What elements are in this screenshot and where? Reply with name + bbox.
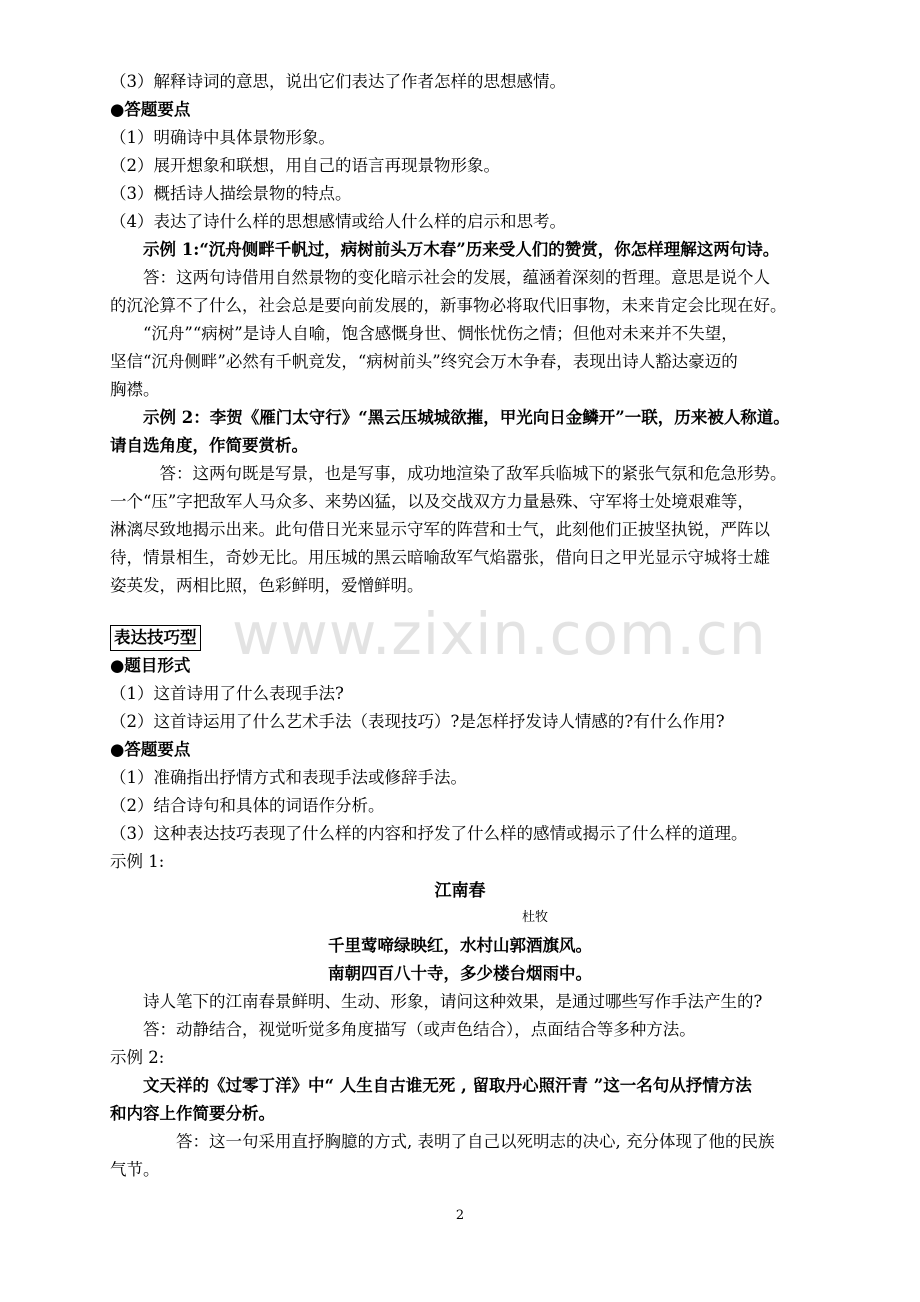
example-question: 和内容上作简要分析。 [110,1104,275,1123]
text-line: （1）这首诗用了什么表现手法? [110,684,344,703]
text-line: （1）准确指出抒情方式和表现手法或修辞手法。 [110,768,467,787]
text-line: （2）这首诗运用了什么艺术手法（表现技巧）?是怎样抒发诗人情感的?有什么作用? [110,712,725,731]
example-question: 诗人笔下的江南春景鲜明、生动、形象，请问这种效果，是通过哪些写作手法产生的? [110,992,763,1011]
text-line: （3）解释诗词的意思，说出它们表达了作者怎样的思想感情。 [110,72,566,91]
example-question: 文天祥的《过零丁洋》中“ 人生自古谁无死 , 留取丹心照汗青 ”这一名句从抒情方法 [110,1076,752,1095]
poem-line: 南朝四百八十寺，多少楼台烟雨中。 [328,964,592,983]
example-label: 示例 1: [110,852,165,871]
text-line: （2）展开想象和联想，用自己的语言再现景物形象。 [110,156,500,175]
answer-line: 的沉沦算不了什么，社会总是要向前发展的，新事物必将取代旧事物，未来肯定会比现在好。 [110,296,787,315]
answer-line: 答：这两句诗借用自然景物的变化暗示社会的发展，蕴涵着深刻的哲理。意思是说个人 [110,268,770,287]
text-line: （3）概括诗人描绘景物的特点。 [110,184,352,203]
example-question: 请自选角度，作简要赏析。 [110,436,308,455]
answer-line: 气节。 [110,1160,160,1179]
example-question: 示例 1:“沉舟侧畔千帆过，病树前头万木春”历来受人们的赞赏，你怎样理解这两句诗。 [110,240,780,259]
section-title-row [110,624,862,652]
bullet-heading: ●答题要点 [110,100,191,119]
text-line: （3）这种表达技巧表现了什么样的内容和抒发了什么样的感情或揭示了什么样的道理。 [110,824,748,843]
watermark: www.zixin.com.cn [232,600,767,668]
bullet-heading: ●题目形式 [110,656,191,675]
example-label: 示例 2: [110,1048,165,1067]
answer-line: 答：这两句既是写景，也是写事，成功地渲染了敌军兵临城下的紧张气氛和危急形势。 [110,464,787,483]
answer-line: 一个“压”字把敌军人马众多、来势凶猛，以及交战双方力量悬殊、守军将士处境艰难等， [110,492,754,511]
section-title: 表达技巧型 [110,625,201,651]
answer-line: 坚信“沉舟侧畔”必然有千帆竞发，“病树前头”终究会万木争春，表现出诗人豁达豪迈的 [110,352,738,371]
poem-title: 江南春 [434,881,486,901]
poem-author: 杜牧 [521,910,548,925]
answer-line: 答：这一句采用直抒胸臆的方式, 表明了自己以死明志的决心, 充分体现了他的民族 [110,1132,775,1151]
page-number: 2 [455,1208,465,1223]
answer-line: “沉舟”“病树”是诗人自喻，饱含感慨身世、惆怅忧伤之情；但他对未来并不失望， [110,324,738,343]
answer-line: 待，情景相生，奇妙无比。用压城的黑云暗喻敌军气焰嚣张，借向日之甲光显示守城将士雄 [110,548,770,567]
answer-line: 胸襟。 [110,380,160,399]
answer-line: 淋漓尽致地揭示出来。此句借日光来显示守军的阵营和士气，此刻他们正披坚执锐，严阵以 [110,520,770,539]
text-line: （2）结合诗句和具体的词语作分析。 [110,796,385,815]
answer-line: 姿英发，两相比照，色彩鲜明，爱憎鲜明。 [110,576,424,595]
text-line: （4）表达了诗什么样的思想感情或给人什么样的启示和思考。 [110,212,566,231]
text-line: （1）明确诗中具体景物形象。 [110,128,335,147]
example-question: 示例 2：李贺《雁门太守行》“黑云压城城欲摧，甲光向日金鳞开”一联，历来被人称道。 [110,408,790,427]
poem-line: 千里莺啼绿映红，水村山郭酒旗风。 [328,936,592,955]
bullet-heading: ●答题要点 [110,740,191,759]
answer-line: 答：动静结合，视觉听觉多角度描写（或声色结合），点面结合等多种方法。 [110,1020,696,1039]
